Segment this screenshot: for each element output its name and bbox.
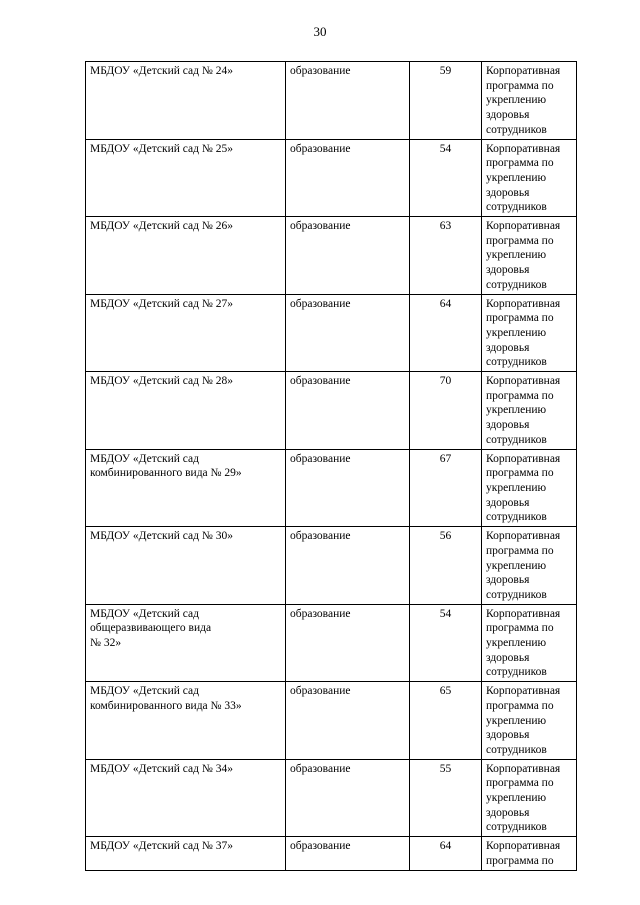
sector-text: образование: [290, 297, 351, 310]
sector-text: образование: [290, 607, 351, 620]
employee-count: 54: [439, 142, 452, 155]
count-cell: [410, 527, 482, 605]
sector-text: образование: [290, 65, 351, 77]
table-row: [86, 62, 577, 140]
table-row: [86, 759, 577, 837]
institution-cell: [86, 837, 286, 870]
program-cell: [482, 837, 577, 870]
institution-cell: [86, 449, 286, 527]
institution-cell: [86, 294, 286, 372]
table-row: [86, 682, 577, 760]
table-row: [86, 294, 577, 372]
count-cell: [410, 449, 482, 527]
program-text: Корпоративная программа по укреплению здоровья сотрудников: [486, 297, 561, 369]
institution-name: МБДОУ «Детский сад № 37»: [90, 840, 233, 853]
sector-text: образование: [290, 142, 351, 155]
sector-cell: [286, 682, 410, 760]
sector-cell: [286, 837, 410, 870]
table-row: [86, 527, 577, 605]
table-row: [86, 372, 577, 450]
sector-cell: [286, 294, 410, 372]
sector-cell: [286, 449, 410, 527]
sector-cell: [286, 759, 410, 837]
institution-name: МБДОУ «Детский сад № 28»: [90, 375, 233, 388]
program-text: Корпоративная программа по: [486, 840, 561, 867]
institution-cell: [86, 759, 286, 837]
sector-text: образование: [290, 375, 351, 388]
sector-text: образование: [290, 840, 351, 853]
employee-count: 56: [439, 530, 452, 543]
program-text: Корпоративная программа по укреплению здоровья сотрудников: [486, 607, 561, 679]
sector-text: образование: [290, 452, 351, 465]
program-cell: [482, 682, 577, 760]
institution-name: МБДОУ «Детский сад № 24»: [90, 65, 233, 77]
institution-cell: [86, 139, 286, 217]
program-cell: [482, 527, 577, 605]
institution-cell: [86, 527, 286, 605]
sector-text: образование: [290, 530, 351, 543]
employee-count: 64: [439, 840, 452, 853]
program-cell: [482, 372, 577, 450]
institution-cell: [86, 682, 286, 760]
program-cell: [482, 217, 577, 295]
employee-count: 64: [439, 297, 452, 310]
count-cell: [410, 837, 482, 870]
program-text: Корпоративная программа по укреплению здоровья сотрудников: [486, 762, 561, 834]
employee-count: 63: [439, 220, 452, 233]
program-text: Корпоративная программа по укреплению здоровья сотрудников: [486, 685, 561, 756]
program-text: Корпоративная программа по укреплению здоровья сотрудников: [486, 220, 561, 291]
count-cell: [410, 759, 482, 837]
program-cell: [482, 62, 577, 140]
institution-name: МБДОУ «Детский сад комбинированного вида № 33»: [90, 685, 242, 712]
institution-name: МБДОУ «Детский сад общеразвивающего вида № 32»: [90, 607, 212, 650]
count-cell: [410, 294, 482, 372]
sector-cell: [286, 372, 410, 450]
sector-cell: [286, 139, 410, 217]
program-text: Корпоративная программа по укреплению здоровья сотрудников: [486, 452, 561, 524]
program-cell: [482, 604, 577, 682]
count-cell: [410, 604, 482, 682]
sector-cell: [286, 217, 410, 295]
employee-count: 70: [439, 375, 452, 388]
program-cell: [482, 139, 577, 217]
employee-count: 65: [439, 685, 452, 698]
count-cell: [410, 372, 482, 450]
institution-cell: [86, 372, 286, 450]
table-row: [86, 837, 577, 870]
institution-name: МБДОУ «Детский сад № 30»: [90, 530, 233, 543]
program-text: Корпоративная программа по укреплению здоровья сотрудников: [486, 530, 561, 601]
sector-cell: [286, 604, 410, 682]
sector-text: образование: [290, 762, 351, 775]
program-cell: [482, 759, 577, 837]
institution-name: МБДОУ «Детский сад № 26»: [90, 220, 233, 233]
institutions-table: [85, 61, 577, 871]
institutions-table-body: [86, 62, 577, 871]
table-row: [86, 449, 577, 527]
institution-name: МБДОУ «Детский сад № 25»: [90, 142, 233, 155]
sector-cell: [286, 527, 410, 605]
institution-cell: [86, 62, 286, 140]
institution-cell: [86, 604, 286, 682]
employee-count: 54: [439, 607, 452, 620]
institution-name: МБДОУ «Детский сад комбинированного вида № 29»: [90, 452, 242, 480]
program-text: Корпоративная программа по укреплению здоровья сотрудников: [486, 65, 561, 136]
program-text: Корпоративная программа по укреплению здоровья сотрудников: [486, 142, 561, 214]
count-cell: [410, 139, 482, 217]
program-cell: [482, 449, 577, 527]
institution-name: МБДОУ «Детский сад № 27»: [90, 297, 233, 310]
program-text: Корпоративная программа по укреплению здоровья сотрудников: [486, 375, 561, 446]
institution-cell: [86, 217, 286, 295]
count-cell: [410, 62, 482, 140]
employee-count: 67: [439, 452, 452, 465]
page-number: 30: [313, 24, 327, 39]
program-cell: [482, 294, 577, 372]
sector-text: образование: [290, 685, 351, 698]
count-cell: [410, 217, 482, 295]
sector-text: образование: [290, 220, 351, 233]
employee-count: 55: [439, 762, 452, 775]
count-cell: [410, 682, 482, 760]
table-row: [86, 217, 577, 295]
sector-cell: [286, 62, 410, 140]
institution-name: МБДОУ «Детский сад № 34»: [90, 762, 233, 775]
table-row: [86, 604, 577, 682]
table-row: [86, 139, 577, 217]
employee-count: 59: [439, 65, 452, 77]
